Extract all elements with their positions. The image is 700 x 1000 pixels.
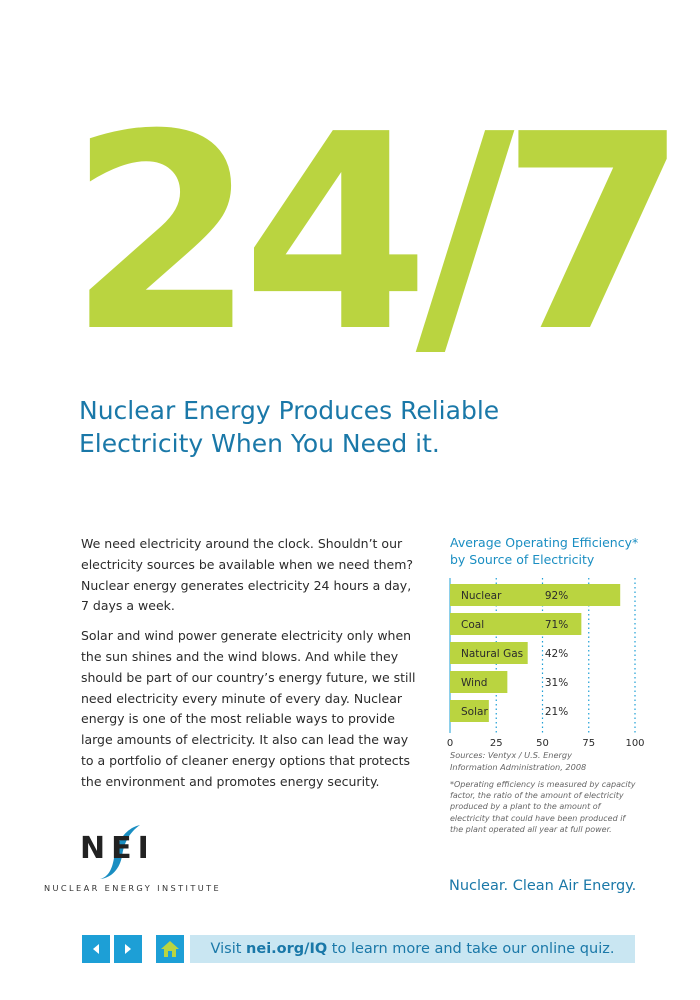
prev-button[interactable]	[82, 935, 110, 963]
bar-value-wind: 31%	[544, 677, 569, 689]
body-paragraph-1: We need electricity around the clock. Shouldn’t our electricity sources be available when we need them? Nuclear energy generates electricity 24 hours a day, 7 days a week.	[81, 536, 414, 614]
home-icon	[160, 939, 180, 959]
body-text	[81, 534, 421, 802]
headline-line-1: Nuclear Energy Produces Reliable	[79, 396, 500, 425]
x-tick-25: 25	[489, 738, 503, 748]
prev-arrow-icon	[90, 943, 102, 955]
source-line-1: Sources: Ventyx / U.S. Energy	[450, 750, 572, 760]
bar-label-nuclear: Nuclear	[461, 590, 502, 602]
bar-value-nuclear: 92%	[544, 590, 569, 602]
body-paragraph-2: Solar and wind power generate electricity only when the sun shines and the wind blows. And while they should be part of our country’s energy future, we still need electricity every minute of every day. Nuclear energy is one of the most reliable ways to provide large amounts of electricity. It also can lead the way to a portfolio of cleaner energy options that protects the environment and promotes energy security.	[81, 628, 416, 789]
bar-label-wind: Wind	[461, 677, 488, 689]
chart-title	[450, 534, 650, 568]
x-tick-100: 100	[625, 738, 645, 748]
next-arrow-icon	[122, 943, 134, 955]
visit-bar[interactable]	[190, 935, 635, 963]
visit-prefix: Visit	[210, 941, 242, 957]
headline-line-2: Electricity When You Need it.	[79, 429, 440, 458]
hero-title: 24/7	[68, 76, 675, 391]
x-tick-75: 75	[582, 738, 596, 748]
chart-source	[450, 750, 640, 773]
x-tick-50: 50	[536, 738, 549, 748]
x-tick-0: 0	[446, 738, 454, 748]
visit-link[interactable]: nei.org/IQ	[246, 941, 328, 957]
bar-value-solar: 21%	[544, 706, 569, 718]
chart-title-line-1: Average Operating Efficiency*	[450, 535, 639, 550]
logo-wordmark: NEI	[80, 831, 155, 866]
bar-label-solar: Solar	[461, 706, 488, 718]
tagline: Nuclear. Clean Air Energy.	[449, 878, 637, 894]
headline	[79, 394, 639, 460]
bar-label-natural-gas: Natural Gas	[461, 648, 524, 660]
efficiency-bar-chart	[440, 578, 650, 748]
bar-value-coal: 71%	[544, 619, 569, 631]
source-line-2: Information Administration, 2008	[450, 761, 587, 772]
chart-footnote: *Operating efficiency is measured by capacity factor, the ratio of the amount of electricity produced by a plant to the amount of electricity that could have been produced if the plant operated all year at full power.	[450, 780, 636, 834]
next-button[interactable]	[114, 935, 142, 963]
chart-title-line-2: by Source of Electricity	[450, 552, 595, 567]
bar-value-natural-gas: 42%	[544, 648, 569, 660]
visit-suffix: to learn more and take our online quiz.	[331, 941, 615, 957]
logo-institute-name: NUCLEAR ENERGY INSTITUTE	[44, 883, 222, 893]
nei-logo	[78, 820, 178, 880]
bar-label-coal: Coal	[461, 619, 485, 631]
home-button[interactable]	[156, 935, 184, 963]
